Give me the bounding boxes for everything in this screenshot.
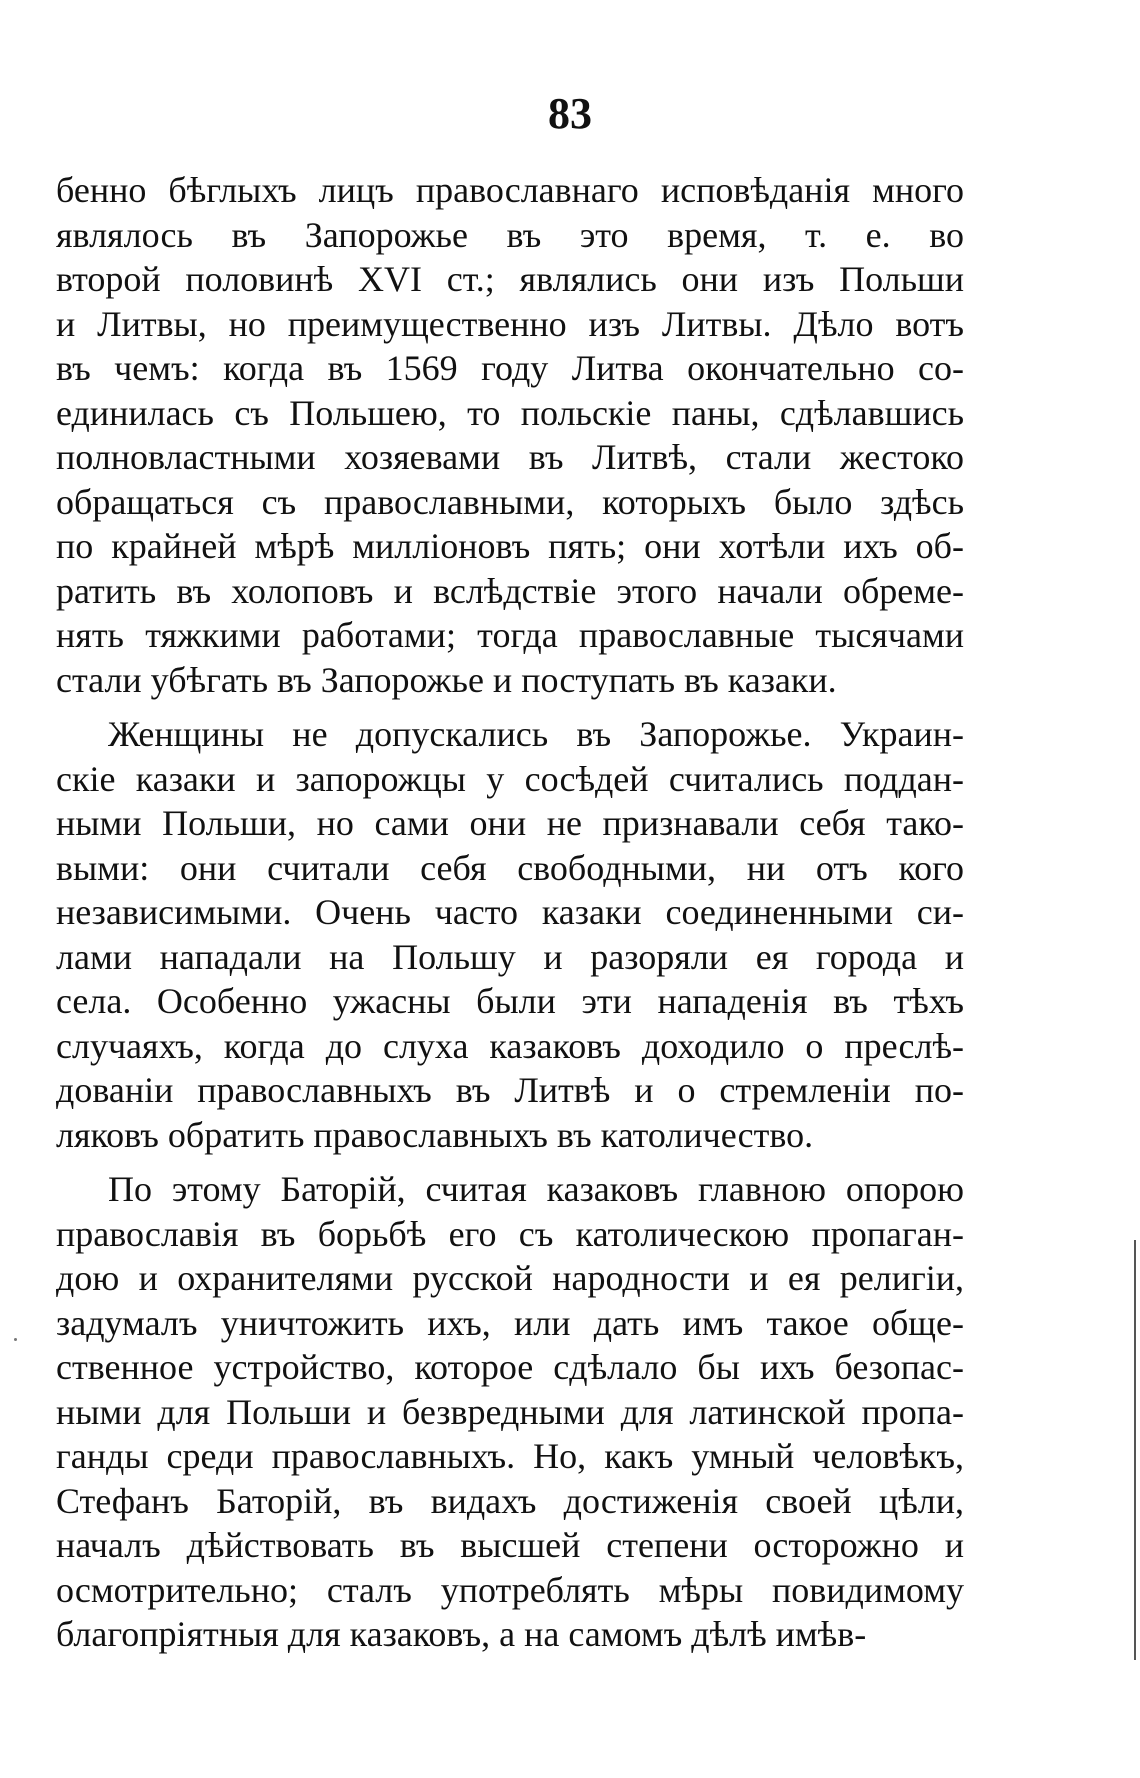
text-line: ратить въ холоповъ и вслѣдствіе этого начали обреме- <box>56 570 964 611</box>
text-line: ственное устройство, которое сдѣлало бы ихъ безопас- <box>56 1347 964 1387</box>
text-line: являлось въ Запорожье въ это время, т. е. во <box>56 214 964 255</box>
text-line: началъ дѣйствовать въ высшей степени осторожно и <box>56 1525 964 1565</box>
text-line: ляковъ обратить православныхъ въ католичество. <box>56 1114 814 1155</box>
text-line: дою и охранителями русской народности и ея религіи, <box>56 1258 964 1298</box>
text-line: случаяхъ, когда до слуха казаковъ доходило о преслѣ- <box>56 1025 964 1066</box>
text-line: выми: они считали себя свободными, ни отъ кого <box>56 847 964 888</box>
text-line: бенно бѣглыхъ лицъ православнаго исповѣданія много <box>56 170 964 210</box>
paragraph-gap <box>56 702 964 712</box>
text-line: скіе казаки и запорожцы у сосѣдей считались поддан- <box>56 758 964 799</box>
scan-edge-line <box>1134 1240 1136 1660</box>
text-line: единилась съ Польшею, то польскіе паны, сдѣлавшись <box>56 392 964 433</box>
text-line: села. Особенно ужасны были эти нападенія въ тѣхъ <box>56 981 964 1021</box>
text-line: второй половинѣ XVI ст.; являлись они изъ Польши <box>56 259 964 299</box>
text-line: благопріятныя для казаковъ, а на самомъ дѣлѣ имѣв- <box>56 1614 867 1654</box>
text-line: нять тяжкими работами; тогда православные тысячами <box>56 615 964 655</box>
text-line: лами нападали на Польшу и разоряли ея города и <box>56 936 964 977</box>
text-line: задумалъ уничтожить ихъ, или дать имъ такое обще- <box>56 1302 964 1343</box>
text-line: и Литвы, но преимущественно изъ Литвы. Дѣло вотъ <box>56 303 964 344</box>
text-line: по крайней мѣрѣ милліоновъ пять; они хотѣли ихъ об- <box>56 526 964 566</box>
paragraph-1 <box>56 168 964 702</box>
paragraph-2 <box>56 712 964 1157</box>
text-line: По этому Баторій, считая казаковъ главною опорою <box>108 1169 964 1209</box>
text-line: православія въ борьбѣ его съ католическою пропаган- <box>56 1213 964 1254</box>
text-line: полновластными хозяевами въ Литвѣ, стали жестоко <box>56 437 964 477</box>
text-line: ными Польши, но сами они не признавали себя тако- <box>56 803 964 843</box>
page-number: 83 <box>548 89 592 138</box>
paragraph-gap <box>56 1157 964 1167</box>
text-line: дованіи православныхъ въ Литвѣ и о стремленіи по- <box>56 1070 964 1110</box>
text-line: независимыми. Очень часто казаки соединенными си- <box>56 892 964 932</box>
text-line: Стефанъ Баторій, въ видахъ достиженія своей цѣли, <box>56 1480 964 1521</box>
text-line: стали убѣгать въ Запорожье и поступать въ казаки. <box>56 659 837 700</box>
text-line: обращаться съ православными, которыхъ было здѣсь <box>56 481 964 522</box>
body-text <box>56 168 964 1657</box>
text-line: ными для Польши и безвредными для латинской пропа- <box>56 1391 964 1432</box>
text-line: осмотрительно; сталъ употреблять мѣры повидимому <box>56 1569 964 1610</box>
text-line: въ чемъ: когда въ 1569 году Литва окончательно со- <box>56 348 964 388</box>
text-line: Женщины не допускались въ Запорожье. Украин- <box>108 714 964 754</box>
scan-speck <box>14 1338 17 1341</box>
text-line: ганды среди православныхъ. Но, какъ умный человѣкъ, <box>56 1436 964 1476</box>
paragraph-3 <box>56 1167 964 1657</box>
